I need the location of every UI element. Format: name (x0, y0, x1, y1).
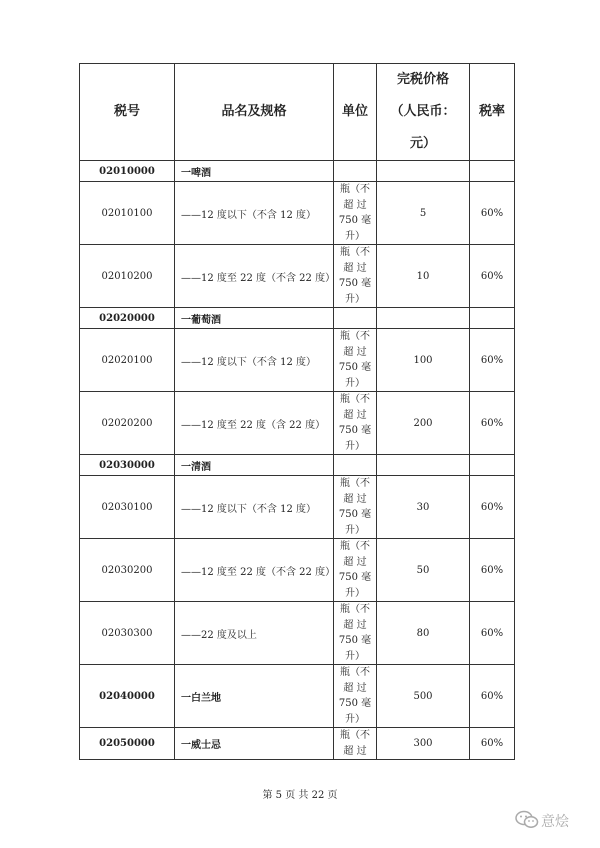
row-rate: 60% (470, 329, 515, 392)
row-unit (334, 539, 377, 602)
row-price (377, 308, 470, 329)
row-name: ——12 度以下（不含 12 度） (175, 476, 334, 539)
category-row (80, 455, 515, 476)
unit-line: 750 毫 (338, 425, 372, 436)
row-unit (334, 665, 377, 728)
logo-text: 意烩 (541, 814, 569, 830)
unit-line: 升） (345, 650, 365, 662)
unit-line: 瓶（不 (340, 394, 370, 405)
row-code: 02020200 (80, 392, 175, 455)
unit-line: 750 毫 (338, 572, 372, 583)
tariff-table (79, 63, 515, 760)
unit-line: 瓶（不 (340, 667, 370, 678)
row-unit (334, 602, 377, 665)
unit-line: 超 过 (343, 682, 367, 694)
table-row (80, 602, 515, 665)
table-row (80, 182, 515, 245)
row-unit (334, 728, 377, 760)
unit-line: 超 过 (343, 199, 367, 211)
table-row (80, 329, 515, 392)
row-code: 02050000 (80, 728, 175, 760)
row-rate: 60% (470, 602, 515, 665)
row-price: 5 (377, 182, 470, 245)
unit-line: 瓶（不 (340, 604, 370, 615)
row-unit (334, 308, 377, 329)
category-row (80, 308, 515, 329)
unit-line: 升） (345, 230, 365, 242)
unit-line: 750 毫 (338, 509, 372, 520)
row-unit (334, 476, 377, 539)
table-body (80, 161, 515, 760)
table-row (80, 245, 515, 308)
row-rate (470, 161, 515, 182)
row-rate: 60% (470, 665, 515, 728)
row-price: 10 (377, 245, 470, 308)
unit-line: 超 过 (343, 556, 367, 568)
row-code: 02030300 (80, 602, 175, 665)
header-unit: 单位 (334, 64, 377, 161)
watermark-logo (515, 808, 590, 834)
header-code: 税号 (80, 64, 175, 161)
row-name: ——12 度至 22 度（不含 22 度） (175, 539, 334, 602)
header-name: 品名及规格 (175, 64, 334, 161)
row-code: 02020100 (80, 329, 175, 392)
row-price: 50 (377, 539, 470, 602)
category-row (80, 161, 515, 182)
unit-line: 瓶（不 (340, 184, 370, 195)
table-row (80, 476, 515, 539)
unit-line: 750 毫 (338, 635, 372, 646)
wechat-icon (515, 810, 539, 830)
row-code: 02010100 (80, 182, 175, 245)
row-name: 一啤酒 (175, 161, 334, 182)
unit-line: 750 毫 (338, 278, 372, 289)
unit-line: 升） (345, 440, 365, 452)
unit-line: 750 毫 (338, 698, 372, 709)
row-price (377, 161, 470, 182)
row-code: 02030100 (80, 476, 175, 539)
row-unit (334, 329, 377, 392)
row-code: 02020000 (80, 308, 175, 329)
unit-line: 升） (345, 524, 365, 536)
row-rate: 60% (470, 539, 515, 602)
table-row (80, 392, 515, 455)
unit-line: 750 毫 (338, 362, 372, 373)
unit-line: 升） (345, 713, 365, 725)
header-price-line-3: 元） (409, 136, 436, 151)
unit-line: 瓶（不 (340, 730, 370, 741)
row-code: 02010200 (80, 245, 175, 308)
row-name: 一清酒 (175, 455, 334, 476)
unit-line: 750 毫 (338, 215, 372, 226)
row-unit (334, 182, 377, 245)
row-rate: 60% (470, 182, 515, 245)
row-unit (334, 245, 377, 308)
row-rate (470, 308, 515, 329)
row-code: 02030000 (80, 455, 175, 476)
header-price-line-2: （人民币： (390, 104, 456, 119)
row-code: 02030200 (80, 539, 175, 602)
unit-line: 升） (345, 377, 365, 389)
table-row (80, 728, 515, 760)
row-name: 一葡萄酒 (175, 308, 334, 329)
page-number: 第 5 页 共 22 页 (262, 790, 338, 801)
row-price: 100 (377, 329, 470, 392)
unit-line: 超 过 (343, 346, 367, 358)
unit-line: 升） (345, 587, 365, 599)
row-code: 02010000 (80, 161, 175, 182)
table-row (80, 539, 515, 602)
row-price: 80 (377, 602, 470, 665)
row-name: ——12 度至 22 度（不含 22 度） (175, 245, 334, 308)
row-unit (334, 455, 377, 476)
row-name: 一白兰地 (175, 665, 334, 728)
unit-line: 超 过 (343, 745, 367, 757)
row-unit (334, 161, 377, 182)
row-price: 300 (377, 728, 470, 760)
unit-line: 超 过 (343, 262, 367, 274)
row-code: 02040000 (80, 665, 175, 728)
row-name: ——12 度以下（不含 12 度） (175, 182, 334, 245)
header-rate: 税率 (470, 64, 515, 161)
row-rate: 60% (470, 476, 515, 539)
row-price: 30 (377, 476, 470, 539)
row-price: 500 (377, 665, 470, 728)
row-name: ——12 度至 22 度（含 22 度） (175, 392, 334, 455)
unit-line: 超 过 (343, 619, 367, 631)
table-header-row (80, 64, 515, 161)
unit-line: 瓶（不 (340, 478, 370, 489)
unit-line: 超 过 (343, 493, 367, 505)
unit-line: 瓶（不 (340, 541, 370, 552)
header-price-line-1: 完税价格 (396, 72, 449, 87)
unit-line: 瓶（不 (340, 247, 370, 258)
header-price (377, 64, 470, 161)
row-price (377, 455, 470, 476)
row-name: 一威士忌 (175, 728, 334, 760)
row-name: ——12 度以下（不含 12 度） (175, 329, 334, 392)
unit-line: 超 过 (343, 409, 367, 421)
table-row (80, 665, 515, 728)
row-name: ——22 度及以上 (175, 602, 334, 665)
row-rate: 60% (470, 392, 515, 455)
row-unit (334, 392, 377, 455)
row-rate (470, 455, 515, 476)
row-price: 200 (377, 392, 470, 455)
row-rate: 60% (470, 728, 515, 760)
unit-line: 升） (345, 293, 365, 305)
row-rate: 60% (470, 245, 515, 308)
unit-line: 瓶（不 (340, 331, 370, 342)
